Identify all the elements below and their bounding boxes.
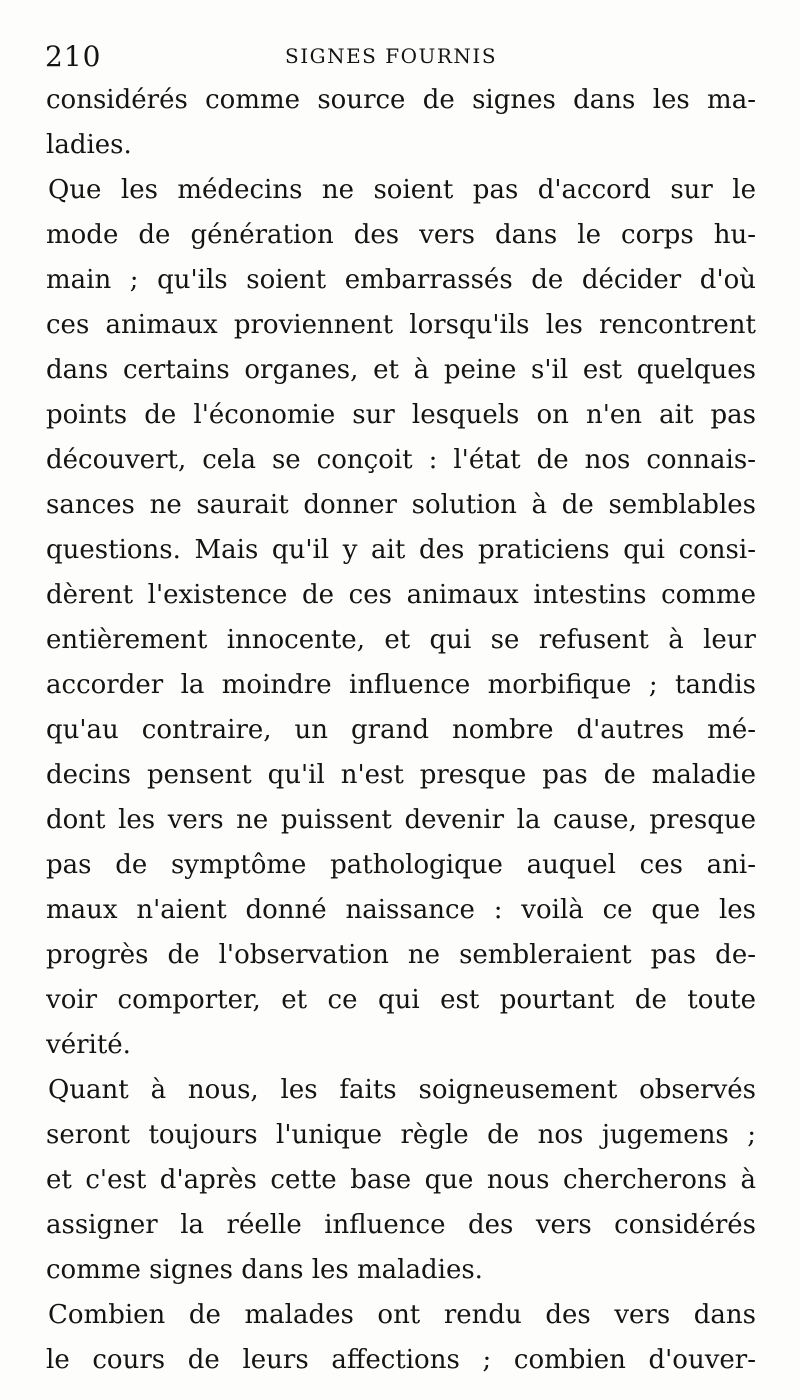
text-line: decins pensent qu'il n'est presque pas de maladie	[46, 760, 756, 790]
text-line: assigner la réelle influence des vers considérés	[46, 1210, 756, 1240]
text-line: Combien de malades ont rendu des vers dans	[48, 1300, 756, 1330]
running-title: SIGNES FOURNIS	[285, 44, 498, 68]
text-line: mode de génération des vers dans le corps hu-	[46, 220, 756, 250]
text-line: dans certains organes, et à peine s'il est quelques	[46, 355, 756, 385]
text-line: pas de symptôme pathologique auquel ces ani-	[46, 850, 756, 880]
text-line: ladies.	[46, 130, 132, 160]
running-head	[45, 40, 755, 74]
text-line: sances ne saurait donner solution à de semblables	[46, 490, 756, 520]
text-line: Quant à nous, les faits soigneusement observés	[48, 1075, 756, 1105]
text-line: découvert, cela se conçoit : l'état de nos connais-	[46, 445, 756, 475]
text-line: entièrement innocente, et qui se refusent à leur	[46, 625, 756, 655]
text-line: et c'est d'après cette base que nous chercherons à	[46, 1165, 756, 1195]
text-line: comme signes dans les maladies.	[46, 1255, 483, 1285]
body-text	[46, 78, 756, 1383]
text-line: points de l'économie sur lesquels on n'en ait pas	[46, 400, 756, 430]
text-line: maux n'aient donné naissance : voilà ce que les	[46, 895, 756, 925]
text-line: le cours de leurs affections ; combien d'ouver-	[46, 1345, 756, 1375]
text-line: dèrent l'existence de ces animaux intestins comme	[46, 580, 756, 610]
text-line: Que les médecins ne soient pas d'accord sur le	[48, 175, 756, 205]
text-line: ces animaux proviennent lorsqu'ils les rencontrent	[46, 310, 756, 340]
text-line: seront toujours l'unique règle de nos jugemens ;	[46, 1120, 756, 1150]
text-line: dont les vers ne puissent devenir la cause, presque	[46, 805, 756, 835]
text-line: accorder la moindre influence morbifique ; tandis	[46, 670, 756, 700]
text-line: considérés comme source de signes dans les ma-	[46, 85, 756, 115]
text-line: vérité.	[46, 1030, 131, 1060]
text-line: progrès de l'observation ne sembleraient pas de-	[46, 940, 756, 970]
text-line: main ; qu'ils soient embarrassés de décider d'où	[46, 265, 756, 295]
text-line: qu'au contraire, un grand nombre d'autres mé-	[46, 715, 756, 745]
text-line: voir comporter, et ce qui est pourtant de toute	[46, 985, 756, 1015]
page-number: 210	[45, 40, 102, 73]
text-line: questions. Mais qu'il y ait des praticiens qui consi-	[46, 535, 756, 565]
